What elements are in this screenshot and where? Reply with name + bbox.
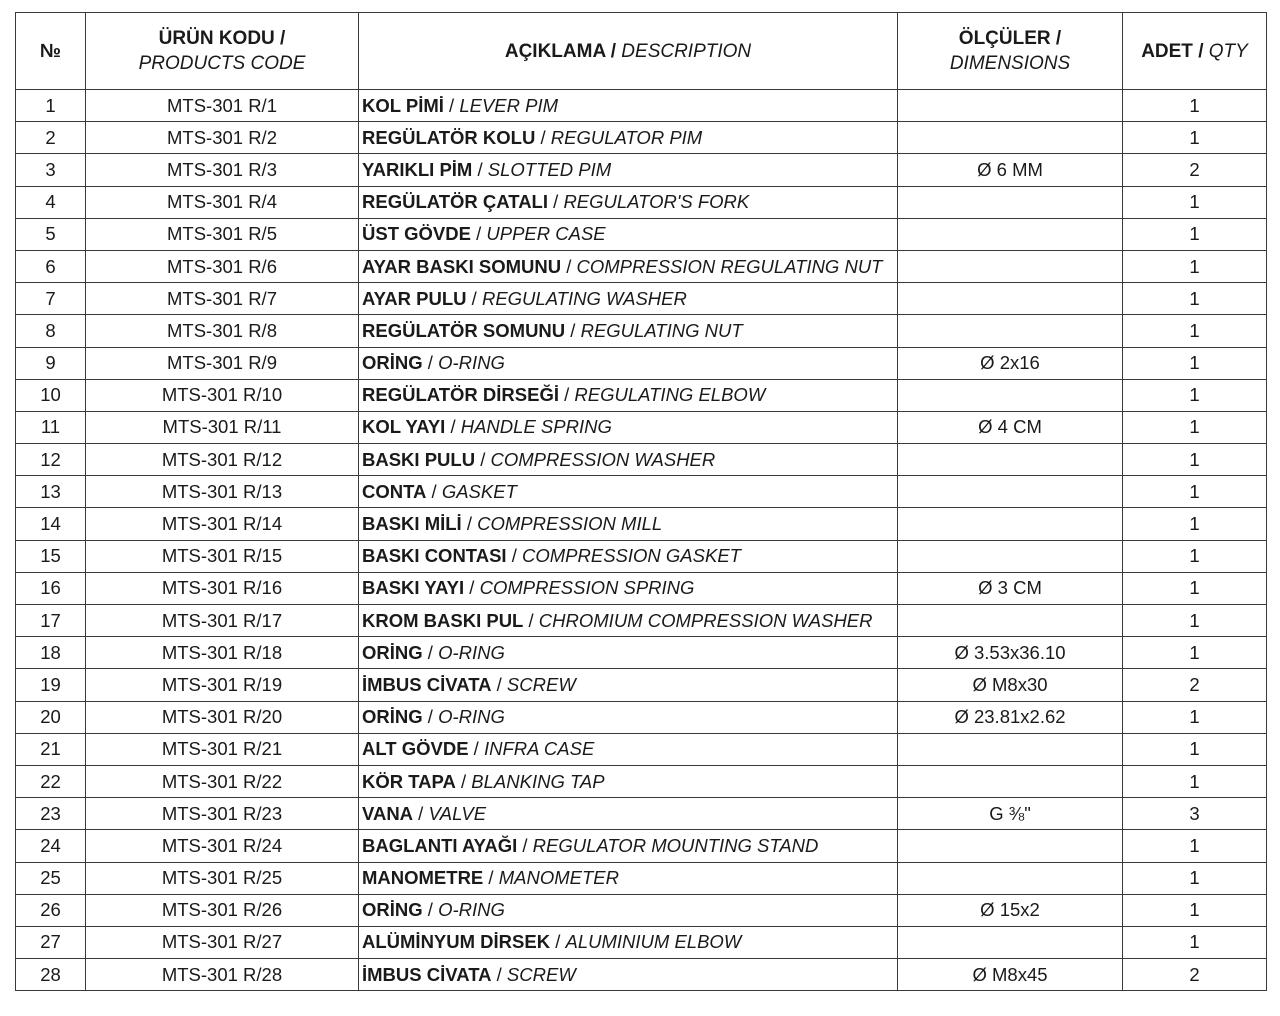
cell-no: 24 xyxy=(16,830,86,862)
cell-no: 23 xyxy=(16,798,86,830)
cell-description: İMBUS CİVATA / SCREW xyxy=(359,669,898,701)
cell-product-code: MTS-301 R/4 xyxy=(86,186,359,218)
cell-no: 14 xyxy=(16,508,86,540)
cell-product-code: MTS-301 R/8 xyxy=(86,315,359,347)
cell-product-code: MTS-301 R/14 xyxy=(86,508,359,540)
cell-no: 7 xyxy=(16,283,86,315)
table-row xyxy=(16,347,1267,379)
header-code-tr: ÜRÜN KODU / xyxy=(158,28,286,49)
cell-product-code: MTS-301 R/11 xyxy=(86,411,359,443)
table-row xyxy=(16,154,1267,186)
cell-description: BASKI CONTASI / COMPRESSION GASKET xyxy=(359,540,898,572)
cell-no: 20 xyxy=(16,701,86,733)
cell-dimensions: Ø 4 CM xyxy=(898,411,1123,443)
description-en: SLOTTED PIM xyxy=(487,158,612,180)
description-tr: AYAR BASKI SOMUNU xyxy=(362,255,562,277)
description-en: REGULATING ELBOW xyxy=(574,384,766,406)
cell-qty: 1 xyxy=(1123,90,1267,122)
cell-product-code: MTS-301 R/12 xyxy=(86,444,359,476)
cell-qty: 1 xyxy=(1123,830,1267,862)
header-dim-en: DIMENSIONS xyxy=(949,53,1071,74)
table-row xyxy=(16,444,1267,476)
description-en: UPPER CASE xyxy=(486,223,606,245)
cell-dimensions: Ø 6 MM xyxy=(898,154,1123,186)
description-en: O-RING xyxy=(438,352,505,374)
cell-product-code: MTS-301 R/27 xyxy=(86,926,359,958)
description-tr: CONTA xyxy=(362,480,427,502)
cell-dimensions xyxy=(898,862,1123,894)
cell-no: 4 xyxy=(16,186,86,218)
description-tr: ALT GÖVDE xyxy=(362,738,469,760)
header-code-en: PRODUCTS CODE xyxy=(138,53,306,74)
table-row xyxy=(16,605,1267,637)
description-en: REGULATOR MOUNTING STAND xyxy=(532,834,819,856)
cell-dimensions xyxy=(898,379,1123,411)
cell-qty: 1 xyxy=(1123,186,1267,218)
table-row xyxy=(16,540,1267,572)
description-en: REGULATING NUT xyxy=(580,319,743,341)
description-tr: ALÜMİNYUM DİRSEK xyxy=(362,931,551,953)
cell-description: ALT GÖVDE / INFRA CASE xyxy=(359,733,898,765)
cell-qty: 1 xyxy=(1123,476,1267,508)
table-row xyxy=(16,862,1267,894)
header-no: № xyxy=(16,13,86,90)
cell-product-code: MTS-301 R/25 xyxy=(86,862,359,894)
description-tr: VANA xyxy=(362,802,414,824)
description-tr: ORİNG xyxy=(362,641,423,663)
cell-product-code: MTS-301 R/19 xyxy=(86,669,359,701)
cell-product-code: MTS-301 R/7 xyxy=(86,283,359,315)
cell-product-code: MTS-301 R/16 xyxy=(86,572,359,604)
description-en: REGULATOR'S FORK xyxy=(563,191,750,213)
header-description xyxy=(359,13,898,90)
description-tr: REGÜLATÖR KOLU xyxy=(362,126,536,148)
description-tr: REGÜLATÖR SOMUNU xyxy=(362,319,566,341)
cell-no: 8 xyxy=(16,315,86,347)
table-row xyxy=(16,379,1267,411)
table-row xyxy=(16,572,1267,604)
cell-product-code: MTS-301 R/22 xyxy=(86,765,359,797)
cell-no: 16 xyxy=(16,572,86,604)
cell-qty: 1 xyxy=(1123,701,1267,733)
cell-description: AYAR PULU / REGULATING WASHER xyxy=(359,283,898,315)
cell-dimensions xyxy=(898,122,1123,154)
description-en: COMPRESSION WASHER xyxy=(490,448,716,470)
cell-no: 27 xyxy=(16,926,86,958)
cell-qty: 2 xyxy=(1123,959,1267,991)
cell-no: 26 xyxy=(16,894,86,926)
table-row xyxy=(16,90,1267,122)
cell-qty: 1 xyxy=(1123,315,1267,347)
cell-description: REGÜLATÖR ÇATALI / REGULATOR'S FORK xyxy=(359,186,898,218)
cell-qty: 3 xyxy=(1123,798,1267,830)
cell-description: KOL PİMİ / LEVER PIM xyxy=(359,90,898,122)
cell-product-code: MTS-301 R/9 xyxy=(86,347,359,379)
description-en: HANDLE SPRING xyxy=(460,416,612,438)
header-products-code xyxy=(86,13,359,90)
description-tr: BAGLANTI AYAĞI xyxy=(362,834,518,856)
header-qty xyxy=(1123,13,1267,90)
cell-qty: 1 xyxy=(1123,733,1267,765)
cell-dimensions: Ø 23.81x2.62 xyxy=(898,701,1123,733)
cell-dimensions xyxy=(898,926,1123,958)
cell-qty: 1 xyxy=(1123,637,1267,669)
description-en: ALUMINIUM ELBOW xyxy=(565,931,742,953)
cell-description: REGÜLATÖR DİRSEĞİ / REGULATING ELBOW xyxy=(359,379,898,411)
table-row xyxy=(16,186,1267,218)
cell-qty: 1 xyxy=(1123,122,1267,154)
description-en: COMPRESSION REGULATING NUT xyxy=(576,255,883,277)
cell-dimensions xyxy=(898,765,1123,797)
cell-qty: 1 xyxy=(1123,411,1267,443)
cell-product-code: MTS-301 R/6 xyxy=(86,250,359,282)
cell-dimensions xyxy=(898,508,1123,540)
description-en: SCREW xyxy=(506,673,576,695)
description-en: SCREW xyxy=(506,963,576,985)
cell-product-code: MTS-301 R/3 xyxy=(86,154,359,186)
cell-no: 10 xyxy=(16,379,86,411)
description-tr: ORİNG xyxy=(362,352,423,374)
cell-no: 11 xyxy=(16,411,86,443)
cell-product-code: MTS-301 R/5 xyxy=(86,218,359,250)
table-row xyxy=(16,122,1267,154)
cell-dimensions xyxy=(898,540,1123,572)
cell-description: BAGLANTI AYAĞI / REGULATOR MOUNTING STAND xyxy=(359,830,898,862)
description-tr: REGÜLATÖR DİRSEĞİ xyxy=(362,384,559,406)
description-en: O-RING xyxy=(438,641,505,663)
cell-dimensions xyxy=(898,250,1123,282)
table-row xyxy=(16,476,1267,508)
table-row xyxy=(16,830,1267,862)
header-dim-tr: ÖLÇÜLER / xyxy=(958,28,1062,49)
cell-qty: 1 xyxy=(1123,379,1267,411)
description-tr: REGÜLATÖR ÇATALI xyxy=(362,191,549,213)
cell-description: ÜST GÖVDE / UPPER CASE xyxy=(359,218,898,250)
table-row xyxy=(16,637,1267,669)
cell-dimensions xyxy=(898,90,1123,122)
cell-no: 9 xyxy=(16,347,86,379)
cell-no: 22 xyxy=(16,765,86,797)
cell-dimensions: Ø M8x30 xyxy=(898,669,1123,701)
cell-qty: 1 xyxy=(1123,347,1267,379)
cell-no: 13 xyxy=(16,476,86,508)
cell-qty: 1 xyxy=(1123,540,1267,572)
cell-product-code: MTS-301 R/10 xyxy=(86,379,359,411)
table-row xyxy=(16,701,1267,733)
cell-description: BASKI YAYI / COMPRESSION SPRING xyxy=(359,572,898,604)
cell-no: 15 xyxy=(16,540,86,572)
description-en: LEVER PIM xyxy=(459,94,559,116)
table-row xyxy=(16,411,1267,443)
description-en: COMPRESSION GASKET xyxy=(522,545,741,567)
description-en: O-RING xyxy=(438,899,505,921)
cell-description: YARIKLI PİM / SLOTTED PIM xyxy=(359,154,898,186)
description-tr: AYAR PULU xyxy=(362,287,467,309)
cell-no: 12 xyxy=(16,444,86,476)
cell-dimensions xyxy=(898,444,1123,476)
description-en: COMPRESSION MILL xyxy=(477,513,663,535)
description-tr: KOL PİMİ xyxy=(362,94,444,116)
description-tr: İMBUS CİVATA xyxy=(362,963,492,985)
cell-description: ALÜMİNYUM DİRSEK / ALUMINIUM ELBOW xyxy=(359,926,898,958)
cell-no: 25 xyxy=(16,862,86,894)
table-row xyxy=(16,283,1267,315)
cell-qty: 1 xyxy=(1123,605,1267,637)
cell-product-code: MTS-301 R/20 xyxy=(86,701,359,733)
description-tr: BASKI YAYI xyxy=(362,577,465,599)
cell-no: 28 xyxy=(16,959,86,991)
parts-list-table xyxy=(15,12,1267,991)
cell-qty: 1 xyxy=(1123,283,1267,315)
cell-qty: 1 xyxy=(1123,218,1267,250)
cell-no: 19 xyxy=(16,669,86,701)
table-body xyxy=(16,90,1267,991)
header-qty-tr: ADET / xyxy=(1141,40,1209,62)
description-tr: BASKI CONTASI xyxy=(362,545,507,567)
cell-dimensions: Ø 2x16 xyxy=(898,347,1123,379)
cell-description: KÖR TAPA / BLANKING TAP xyxy=(359,765,898,797)
description-tr: ÜST GÖVDE xyxy=(362,223,471,245)
table-row xyxy=(16,250,1267,282)
description-tr: BASKI PULU xyxy=(362,448,476,470)
description-en: MANOMETER xyxy=(498,867,619,889)
cell-qty: 2 xyxy=(1123,669,1267,701)
cell-description: CONTA / GASKET xyxy=(359,476,898,508)
description-en: O-RING xyxy=(438,706,505,728)
cell-qty: 1 xyxy=(1123,572,1267,604)
cell-dimensions xyxy=(898,733,1123,765)
cell-dimensions: Ø M8x45 xyxy=(898,959,1123,991)
cell-product-code: MTS-301 R/24 xyxy=(86,830,359,862)
cell-description: ORİNG / O-RING xyxy=(359,701,898,733)
header-qty-en: QTY xyxy=(1208,40,1248,62)
description-en: REGULATING WASHER xyxy=(481,287,687,309)
header-desc-en: DESCRIPTION xyxy=(621,40,752,62)
description-en: INFRA CASE xyxy=(483,738,595,760)
cell-qty: 1 xyxy=(1123,765,1267,797)
cell-qty: 1 xyxy=(1123,862,1267,894)
cell-description: ORİNG / O-RING xyxy=(359,637,898,669)
table-row xyxy=(16,218,1267,250)
cell-description: KOL YAYI / HANDLE SPRING xyxy=(359,411,898,443)
cell-dimensions xyxy=(898,476,1123,508)
table-row xyxy=(16,765,1267,797)
cell-product-code: MTS-301 R/17 xyxy=(86,605,359,637)
description-en: REGULATOR PIM xyxy=(550,126,703,148)
cell-qty: 2 xyxy=(1123,154,1267,186)
cell-description: VANA / VALVE xyxy=(359,798,898,830)
cell-dimensions xyxy=(898,830,1123,862)
table-row xyxy=(16,669,1267,701)
cell-dimensions xyxy=(898,283,1123,315)
table-row xyxy=(16,926,1267,958)
cell-qty: 1 xyxy=(1123,250,1267,282)
cell-description: KROM BASKI PUL / CHROMIUM COMPRESSION WASHER xyxy=(359,605,898,637)
cell-dimensions xyxy=(898,315,1123,347)
table-row xyxy=(16,508,1267,540)
description-tr: KOL YAYI xyxy=(362,416,446,438)
cell-dimensions xyxy=(898,186,1123,218)
cell-dimensions: Ø 15x2 xyxy=(898,894,1123,926)
cell-dimensions: Ø 3.53x36.10 xyxy=(898,637,1123,669)
description-en: BLANKING TAP xyxy=(471,770,605,792)
cell-dimensions xyxy=(898,605,1123,637)
description-tr: MANOMETRE xyxy=(362,867,484,889)
cell-description: ORİNG / O-RING xyxy=(359,894,898,926)
cell-no: 21 xyxy=(16,733,86,765)
table-row xyxy=(16,959,1267,991)
cell-no: 17 xyxy=(16,605,86,637)
cell-product-code: MTS-301 R/21 xyxy=(86,733,359,765)
cell-dimensions: Ø 3 CM xyxy=(898,572,1123,604)
header-row xyxy=(16,13,1267,90)
description-tr: KROM BASKI PUL xyxy=(362,609,524,631)
cell-no: 3 xyxy=(16,154,86,186)
description-tr: BASKI MİLİ xyxy=(362,513,462,535)
table-row xyxy=(16,894,1267,926)
cell-description: AYAR BASKI SOMUNU / COMPRESSION REGULATING NUT xyxy=(359,250,898,282)
cell-no: 1 xyxy=(16,90,86,122)
cell-description: ORİNG / O-RING xyxy=(359,347,898,379)
description-en: VALVE xyxy=(428,802,487,824)
cell-product-code: MTS-301 R/15 xyxy=(86,540,359,572)
description-tr: ORİNG xyxy=(362,706,423,728)
table-row xyxy=(16,798,1267,830)
description-en: COMPRESSION SPRING xyxy=(479,577,695,599)
cell-dimensions: G ⅜" xyxy=(898,798,1123,830)
table-header xyxy=(16,13,1267,90)
description-tr: İMBUS CİVATA xyxy=(362,673,492,695)
header-dimensions xyxy=(898,13,1123,90)
description-tr: KÖR TAPA xyxy=(362,770,456,792)
description-tr: YARIKLI PİM xyxy=(362,158,473,180)
cell-qty: 1 xyxy=(1123,894,1267,926)
cell-qty: 1 xyxy=(1123,444,1267,476)
cell-product-code: MTS-301 R/1 xyxy=(86,90,359,122)
header-desc-tr: AÇIKLAMA / xyxy=(504,40,622,62)
cell-qty: 1 xyxy=(1123,508,1267,540)
cell-qty: 1 xyxy=(1123,926,1267,958)
cell-description: BASKI PULU / COMPRESSION WASHER xyxy=(359,444,898,476)
cell-no: 18 xyxy=(16,637,86,669)
cell-product-code: MTS-301 R/23 xyxy=(86,798,359,830)
cell-product-code: MTS-301 R/18 xyxy=(86,637,359,669)
cell-description: MANOMETRE / MANOMETER xyxy=(359,862,898,894)
cell-no: 2 xyxy=(16,122,86,154)
table-row xyxy=(16,733,1267,765)
cell-product-code: MTS-301 R/2 xyxy=(86,122,359,154)
table-row xyxy=(16,315,1267,347)
cell-product-code: MTS-301 R/28 xyxy=(86,959,359,991)
cell-product-code: MTS-301 R/26 xyxy=(86,894,359,926)
cell-description: İMBUS CİVATA / SCREW xyxy=(359,959,898,991)
description-en: CHROMIUM COMPRESSION WASHER xyxy=(538,609,873,631)
description-en: GASKET xyxy=(441,480,517,502)
cell-dimensions xyxy=(898,218,1123,250)
cell-no: 6 xyxy=(16,250,86,282)
cell-product-code: MTS-301 R/13 xyxy=(86,476,359,508)
description-tr: ORİNG xyxy=(362,899,423,921)
cell-description: REGÜLATÖR SOMUNU / REGULATING NUT xyxy=(359,315,898,347)
cell-description: REGÜLATÖR KOLU / REGULATOR PIM xyxy=(359,122,898,154)
cell-description: BASKI MİLİ / COMPRESSION MILL xyxy=(359,508,898,540)
cell-no: 5 xyxy=(16,218,86,250)
